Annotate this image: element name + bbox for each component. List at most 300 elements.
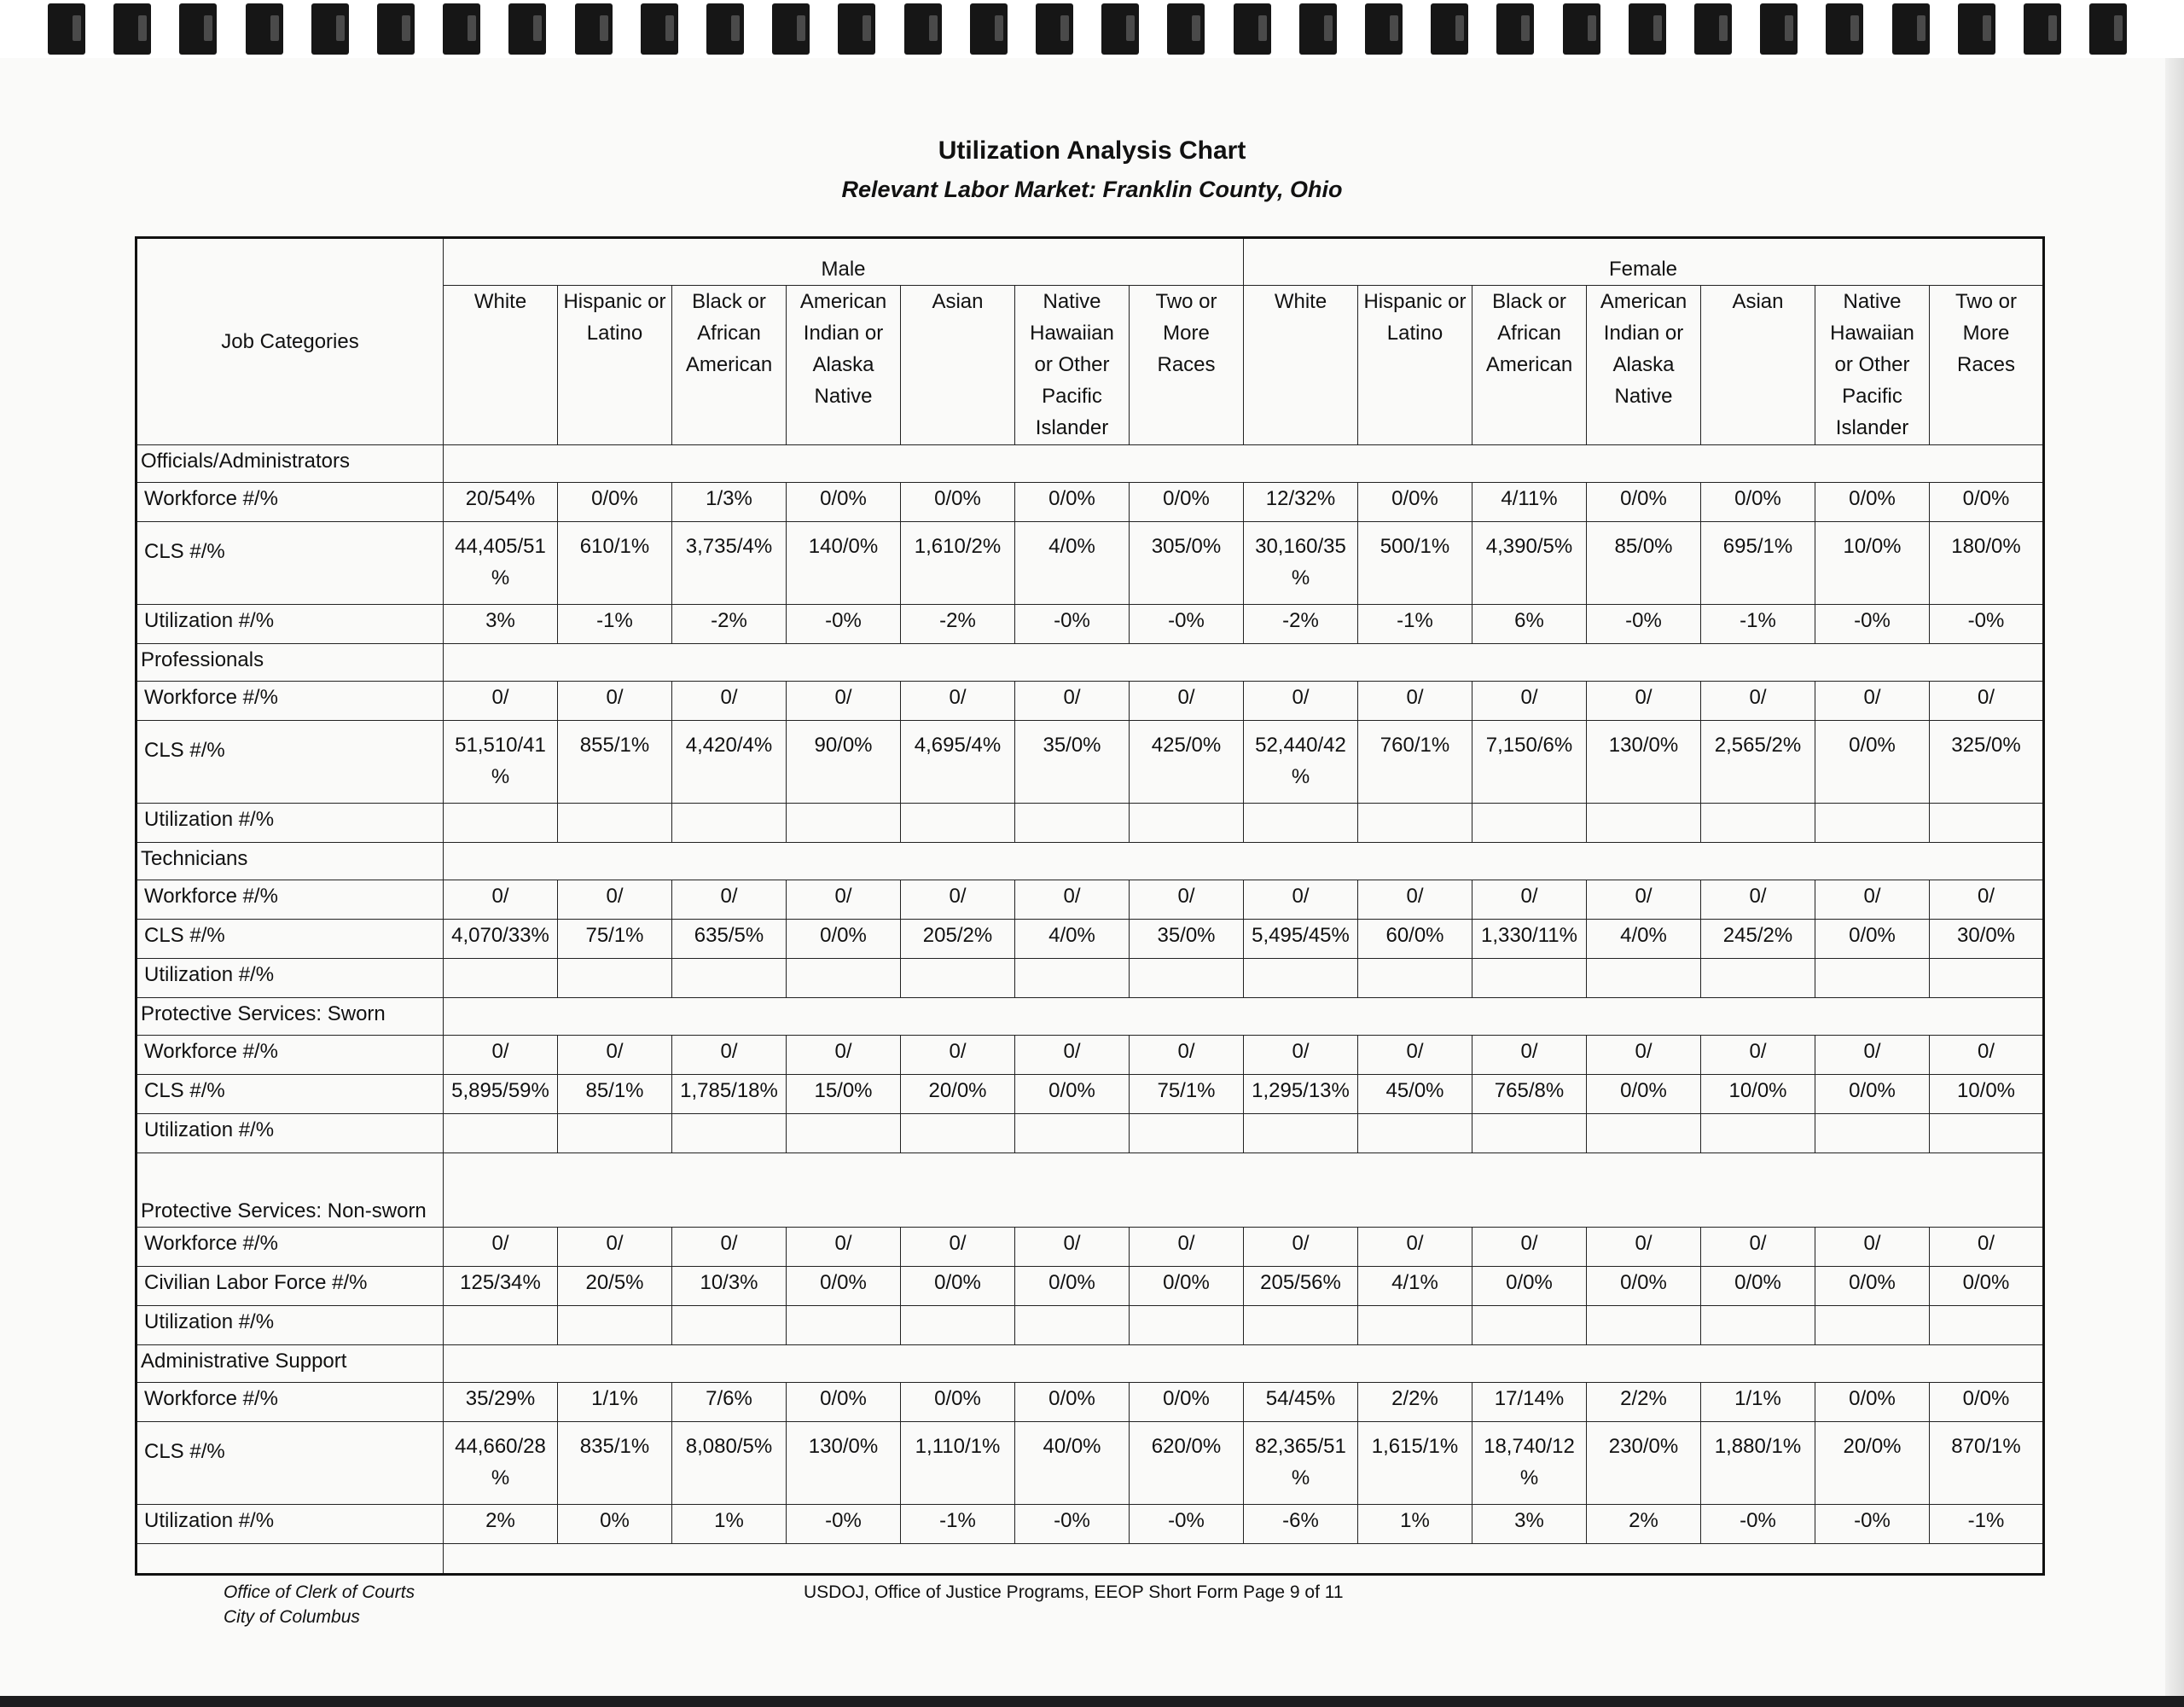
binding-ring xyxy=(443,3,480,55)
binding-ring xyxy=(1629,3,1666,55)
table-cell: 0/ xyxy=(787,1228,901,1267)
table-cell: 0/0% xyxy=(1015,1267,1130,1306)
row-label: CLS #/% xyxy=(136,721,444,804)
table-cell: 0/ xyxy=(1130,682,1244,721)
table-cell xyxy=(1930,959,2044,998)
table-cell: 500/1% xyxy=(1358,522,1472,605)
row-label: CLS #/% xyxy=(136,920,444,959)
table-cell: 2/2% xyxy=(1587,1383,1701,1422)
table-cell: 765/8% xyxy=(1472,1075,1587,1114)
table-cell xyxy=(1815,1306,1930,1345)
table-end-row xyxy=(136,1544,2044,1575)
binding-ring xyxy=(641,3,678,55)
table-cell xyxy=(672,1306,787,1345)
table-row xyxy=(136,959,2044,998)
table-cell xyxy=(672,959,787,998)
table-cell: 4/0% xyxy=(1015,920,1130,959)
table-cell xyxy=(1130,1114,1244,1153)
table-cell: 0/ xyxy=(787,880,901,920)
table-cell: 0/0% xyxy=(901,483,1015,522)
table-cell xyxy=(1701,1114,1815,1153)
male-race-header: Native Hawaiian or Other Pacific Islander xyxy=(1015,286,1130,445)
table-cell: 1/3% xyxy=(672,483,787,522)
table-row xyxy=(136,880,2044,920)
table-cell: 305/0% xyxy=(1130,522,1244,605)
table-cell: 0/ xyxy=(672,880,787,920)
table-cell: 1,295/13% xyxy=(1244,1075,1358,1114)
table-cell: 35/0% xyxy=(1130,920,1244,959)
table-cell: 10/0% xyxy=(1930,1075,2044,1114)
footer-page-info: USDOJ, Office of Justice Programs, EEOP Short Form Page 9 of 11 xyxy=(804,1582,1344,1602)
row-label: Utilization #/% xyxy=(136,1306,444,1345)
binding-ring xyxy=(1036,3,1073,55)
table-cell xyxy=(1815,1114,1930,1153)
table-row xyxy=(136,1036,2044,1075)
category-blank xyxy=(444,1153,2044,1228)
table-cell: 0/ xyxy=(1130,1036,1244,1075)
binding-ring xyxy=(1365,3,1403,55)
table-cell: -6% xyxy=(1244,1505,1358,1544)
binding-ring xyxy=(1299,3,1337,55)
utilization-table xyxy=(135,236,2045,1576)
table-cell: 0/ xyxy=(1244,1228,1358,1267)
table-cell xyxy=(1815,804,1930,843)
table-cell: 0/0% xyxy=(1701,483,1815,522)
table-cell: 4/0% xyxy=(1587,920,1701,959)
table-cell: 2% xyxy=(444,1505,558,1544)
table-cell xyxy=(1930,804,2044,843)
female-race-header: American Indian or Alaska Native xyxy=(1587,286,1701,445)
table-cell: 0/0% xyxy=(1930,483,2044,522)
table-row xyxy=(136,1075,2044,1114)
binding-ring xyxy=(2024,3,2061,55)
binding-ring xyxy=(179,3,217,55)
binding-ring xyxy=(1234,3,1271,55)
table-row xyxy=(136,1228,2044,1267)
table-cell: 0/ xyxy=(1930,880,2044,920)
table-cell: 0/ xyxy=(1815,880,1930,920)
table-cell: 0/ xyxy=(672,682,787,721)
table-cell: 20/0% xyxy=(1815,1422,1930,1505)
footer-office xyxy=(224,1580,415,1629)
table-cell: 18,740/12 % xyxy=(1472,1422,1587,1505)
row-label: CLS #/% xyxy=(136,1422,444,1505)
table-cell: 4/11% xyxy=(1472,483,1587,522)
table-cell: 0/ xyxy=(1815,1036,1930,1075)
table-cell: 0/ xyxy=(1130,1228,1244,1267)
table-cell: 0/ xyxy=(1244,1036,1358,1075)
row-label: Civilian Labor Force #/% xyxy=(136,1267,444,1306)
table-cell: 0/ xyxy=(901,1228,1015,1267)
female-race-header: Asian xyxy=(1701,286,1815,445)
table-cell xyxy=(1472,1114,1587,1153)
table-cell: -1% xyxy=(901,1505,1015,1544)
table-row xyxy=(136,920,2044,959)
table-cell: 245/2% xyxy=(1701,920,1815,959)
table-cell: 8,080/5% xyxy=(672,1422,787,1505)
table-cell: 0/0% xyxy=(1930,1383,2044,1422)
table-cell: 0/ xyxy=(444,682,558,721)
table-cell: 2,565/2% xyxy=(1701,721,1815,804)
table-cell: 0/ xyxy=(444,880,558,920)
table-cell xyxy=(1930,1306,2044,1345)
category-row xyxy=(136,644,2044,682)
table-cell: 0/0% xyxy=(1815,1267,1930,1306)
table-cell: 17/14% xyxy=(1472,1383,1587,1422)
table-cell: 0/ xyxy=(901,1036,1015,1075)
table-cell: 760/1% xyxy=(1358,721,1472,804)
binding-ring xyxy=(1826,3,1863,55)
table-cell: 4,390/5% xyxy=(1472,522,1587,605)
table-cell: -1% xyxy=(558,605,672,644)
binding-ring xyxy=(1431,3,1468,55)
table-cell: -2% xyxy=(672,605,787,644)
category-row xyxy=(136,445,2044,483)
binding-ring xyxy=(311,3,349,55)
binding-ring xyxy=(904,3,942,55)
table-row xyxy=(136,1422,2044,1505)
table-cell: 0/ xyxy=(1701,1228,1815,1267)
category-row xyxy=(136,1345,2044,1383)
table-cell: 40/0% xyxy=(1015,1422,1130,1505)
table-row xyxy=(136,804,2044,843)
table-cell: 1,610/2% xyxy=(901,522,1015,605)
table-cell xyxy=(444,1306,558,1345)
table-cell: -0% xyxy=(1815,1505,1930,1544)
category-blank xyxy=(444,445,2044,483)
table-cell: 35/0% xyxy=(1015,721,1130,804)
page-subtitle: Relevant Labor Market: Franklin County, Ohio xyxy=(841,177,1343,202)
row-label: Workforce #/% xyxy=(136,1383,444,1422)
table-cell: 1,110/1% xyxy=(901,1422,1015,1505)
table-cell xyxy=(1358,804,1472,843)
table-cell: 0/0% xyxy=(1015,1075,1130,1114)
table-cell: 0/ xyxy=(558,880,672,920)
table-cell: 0/ xyxy=(1472,682,1587,721)
table-cell xyxy=(901,1306,1015,1345)
table-row xyxy=(136,682,2044,721)
category-row xyxy=(136,998,2044,1036)
table-cell: 180/0% xyxy=(1930,522,2044,605)
table-cell: 1,880/1% xyxy=(1701,1422,1815,1505)
table-cell: 4,070/33% xyxy=(444,920,558,959)
table-cell: 0/ xyxy=(558,1228,672,1267)
table-cell: 0/0% xyxy=(787,1383,901,1422)
binding-ring xyxy=(1496,3,1534,55)
table-cell: 0/0% xyxy=(1587,1267,1701,1306)
table-cell: 5,895/59% xyxy=(444,1075,558,1114)
table-cell: 0/ xyxy=(1358,1036,1472,1075)
footer-office-line2: City of Columbus xyxy=(224,1607,360,1627)
desk-edge xyxy=(0,1696,2184,1707)
table-cell: 7/6% xyxy=(672,1383,787,1422)
table-cell: 0/ xyxy=(1358,1228,1472,1267)
table-cell: 0/0% xyxy=(1015,483,1130,522)
binding-ring xyxy=(970,3,1008,55)
row-label: Workforce #/% xyxy=(136,1228,444,1267)
table-cell: 0/0% xyxy=(901,1267,1015,1306)
female-race-header: Native Hawaiian or Other Pacific Islander xyxy=(1815,286,1930,445)
table-cell: 90/0% xyxy=(787,721,901,804)
table-cell: -0% xyxy=(1015,605,1130,644)
table-cell: 140/0% xyxy=(787,522,901,605)
table-cell: 0/ xyxy=(1015,1036,1130,1075)
table-cell xyxy=(558,804,672,843)
table-cell: 0/ xyxy=(1472,1036,1587,1075)
table-cell xyxy=(787,959,901,998)
table-cell: 1,785/18% xyxy=(672,1075,787,1114)
table-cell: 0/ xyxy=(1701,880,1815,920)
table-cell: 0/ xyxy=(787,682,901,721)
table-cell: 1/1% xyxy=(558,1383,672,1422)
table-cell: 0/ xyxy=(1015,880,1130,920)
table-cell xyxy=(1701,959,1815,998)
table-row xyxy=(136,1383,2044,1422)
table-cell: 82,365/51 % xyxy=(1244,1422,1358,1505)
table-cell: 0/ xyxy=(1358,880,1472,920)
table-cell: 3% xyxy=(1472,1505,1587,1544)
table-cell xyxy=(901,804,1015,843)
binding-ring xyxy=(246,3,283,55)
table-cell: 0/ xyxy=(1472,1228,1587,1267)
table-cell: 0/ xyxy=(1587,1228,1701,1267)
table-cell: -0% xyxy=(787,605,901,644)
table-cell xyxy=(1587,1306,1701,1345)
row-label: CLS #/% xyxy=(136,1075,444,1114)
table-cell xyxy=(1015,1114,1130,1153)
table-cell: -0% xyxy=(1130,1505,1244,1544)
table-cell: 0/0% xyxy=(1930,1267,2044,1306)
category-label: Protective Services: Sworn xyxy=(136,998,444,1036)
table-cell: 0/ xyxy=(1587,880,1701,920)
table-cell xyxy=(1130,959,1244,998)
table-cell xyxy=(672,804,787,843)
male-race-header: Hispanic or Latino xyxy=(558,286,672,445)
footer-office-line1: Office of Clerk of Courts xyxy=(224,1582,415,1602)
table-row xyxy=(136,1267,2044,1306)
table-cell xyxy=(1587,1114,1701,1153)
table-cell: 130/0% xyxy=(787,1422,901,1505)
table-cell xyxy=(1930,1114,2044,1153)
table-cell: 60/0% xyxy=(1358,920,1472,959)
row-label: Workforce #/% xyxy=(136,880,444,920)
row-label: Utilization #/% xyxy=(136,1114,444,1153)
row-label: Utilization #/% xyxy=(136,605,444,644)
table-cell: 695/1% xyxy=(1701,522,1815,605)
table-cell: -1% xyxy=(1358,605,1472,644)
table-cell: 75/1% xyxy=(1130,1075,1244,1114)
binding-ring xyxy=(1101,3,1139,55)
table-cell xyxy=(1244,1114,1358,1153)
table-cell: 0/ xyxy=(444,1228,558,1267)
table-cell: 325/0% xyxy=(1930,721,2044,804)
row-label: Utilization #/% xyxy=(136,959,444,998)
table-cell: 0/ xyxy=(1358,682,1472,721)
table-end-cell xyxy=(136,1544,444,1575)
table-cell: 0/0% xyxy=(1587,1075,1701,1114)
table-row xyxy=(136,1114,2044,1153)
table-cell: 10/0% xyxy=(1701,1075,1815,1114)
table-cell xyxy=(558,959,672,998)
binding-ring xyxy=(48,3,85,55)
table-cell: 0/ xyxy=(1130,880,1244,920)
table-cell xyxy=(1358,1306,1472,1345)
table-cell xyxy=(1358,1114,1472,1153)
table-cell xyxy=(1472,804,1587,843)
table-cell: 2/2% xyxy=(1358,1383,1472,1422)
table-cell xyxy=(1472,959,1587,998)
table-cell: 0/0% xyxy=(787,920,901,959)
table-cell: 125/34% xyxy=(444,1267,558,1306)
table-cell: 0/0% xyxy=(1815,483,1930,522)
table-cell: 54/45% xyxy=(1244,1383,1358,1422)
table-cell: 4/1% xyxy=(1358,1267,1472,1306)
binding-ring xyxy=(575,3,613,55)
table-cell: 1,615/1% xyxy=(1358,1422,1472,1505)
table-row xyxy=(136,1505,2044,1544)
table-cell: 0/ xyxy=(1587,1036,1701,1075)
table-cell: 44,405/51 % xyxy=(444,522,558,605)
female-race-header: Black or African American xyxy=(1472,286,1587,445)
binding-ring xyxy=(706,3,744,55)
table-cell: 0/ xyxy=(787,1036,901,1075)
binding-ring xyxy=(1892,3,1930,55)
table-cell: 0/ xyxy=(1587,682,1701,721)
category-blank xyxy=(444,843,2044,880)
table-cell: 0/0% xyxy=(1815,1383,1930,1422)
table-cell: 0% xyxy=(558,1505,672,1544)
table-cell: 0/ xyxy=(558,682,672,721)
table-cell: -0% xyxy=(1130,605,1244,644)
table-cell: 2% xyxy=(1587,1505,1701,1544)
table-cell xyxy=(1015,804,1130,843)
female-race-header: Two or More Races xyxy=(1930,286,2044,445)
table-cell: 15/0% xyxy=(787,1075,901,1114)
table-cell xyxy=(901,1114,1015,1153)
category-label: Technicians xyxy=(136,843,444,880)
table-cell xyxy=(1244,1306,1358,1345)
table-cell: 7,150/6% xyxy=(1472,721,1587,804)
table-cell xyxy=(901,959,1015,998)
table-cell: 0/0% xyxy=(1130,483,1244,522)
table-cell: 855/1% xyxy=(558,721,672,804)
table-cell: 4,420/4% xyxy=(672,721,787,804)
table-cell: 0/ xyxy=(1701,1036,1815,1075)
table-cell: 0/ xyxy=(1472,880,1587,920)
female-race-header: White xyxy=(1244,286,1358,445)
table-cell: 0/ xyxy=(901,880,1015,920)
table-cell: 610/1% xyxy=(558,522,672,605)
table-cell xyxy=(1130,1306,1244,1345)
table-cell: 0/ xyxy=(1701,682,1815,721)
binding-ring xyxy=(1167,3,1205,55)
table-cell: 0/ xyxy=(1930,1228,2044,1267)
table-cell xyxy=(1587,804,1701,843)
table-cell: 0/ xyxy=(672,1228,787,1267)
table-cell: 0/0% xyxy=(901,1383,1015,1422)
female-header: Female xyxy=(1244,238,2044,286)
table-cell: 0/ xyxy=(1930,682,2044,721)
table-row xyxy=(136,522,2044,605)
page-edge xyxy=(2165,58,2184,1696)
category-row xyxy=(136,843,2044,880)
table-cell: 620/0% xyxy=(1130,1422,1244,1505)
binding-ring xyxy=(838,3,875,55)
table-cell xyxy=(1701,804,1815,843)
male-race-header: Asian xyxy=(901,286,1015,445)
table-cell: 0/0% xyxy=(1815,920,1930,959)
category-label: Officials/Administrators xyxy=(136,445,444,483)
table-cell: 3,735/4% xyxy=(672,522,787,605)
row-label: CLS #/% xyxy=(136,522,444,605)
table-cell xyxy=(787,1306,901,1345)
binding-ring xyxy=(1958,3,1995,55)
table-cell: -2% xyxy=(901,605,1015,644)
row-label: Utilization #/% xyxy=(136,804,444,843)
table-cell: 130/0% xyxy=(1587,721,1701,804)
table-cell xyxy=(1815,959,1930,998)
table-cell: 0/0% xyxy=(1815,721,1930,804)
table-cell: 0/ xyxy=(558,1036,672,1075)
table-cell: -0% xyxy=(1701,1505,1815,1544)
table-row xyxy=(136,721,2044,804)
table-cell: 85/0% xyxy=(1587,522,1701,605)
table-cell xyxy=(444,1114,558,1153)
table-cell: 0/0% xyxy=(787,483,901,522)
table-cell: 35/29% xyxy=(444,1383,558,1422)
table-cell xyxy=(444,959,558,998)
table-cell: 51,510/41 % xyxy=(444,721,558,804)
table-cell: 205/56% xyxy=(1244,1267,1358,1306)
table-cell: 75/1% xyxy=(558,920,672,959)
binding-ring xyxy=(772,3,810,55)
table-row xyxy=(136,605,2044,644)
table-cell: 0/ xyxy=(1015,682,1130,721)
table-cell: 20/0% xyxy=(901,1075,1015,1114)
table-cell: 0/0% xyxy=(787,1267,901,1306)
table-cell: 10/3% xyxy=(672,1267,787,1306)
table-cell: 0/ xyxy=(901,682,1015,721)
table-cell xyxy=(787,804,901,843)
table-cell: 0/0% xyxy=(1587,483,1701,522)
table-cell: 0/ xyxy=(1815,1228,1930,1267)
table-cell: 425/0% xyxy=(1130,721,1244,804)
category-blank xyxy=(444,644,2044,682)
table-cell: 205/2% xyxy=(901,920,1015,959)
male-race-header: White xyxy=(444,286,558,445)
row-label: Utilization #/% xyxy=(136,1505,444,1544)
table-cell: 0/ xyxy=(1244,880,1358,920)
table-cell: 0/ xyxy=(1815,682,1930,721)
table-cell xyxy=(1015,1306,1130,1345)
table-row xyxy=(136,1306,2044,1345)
table-cell: 0/ xyxy=(1244,682,1358,721)
female-race-header: Hispanic or Latino xyxy=(1358,286,1472,445)
category-blank xyxy=(444,998,2044,1036)
table-cell: 20/54% xyxy=(444,483,558,522)
table-cell: 0/ xyxy=(1015,1228,1130,1267)
table-cell xyxy=(444,804,558,843)
table-cell: 0/0% xyxy=(1015,1383,1130,1422)
table-cell: 44,660/28 % xyxy=(444,1422,558,1505)
category-blank xyxy=(444,1345,2044,1383)
table-cell: 0/0% xyxy=(558,483,672,522)
table-cell: -1% xyxy=(1701,605,1815,644)
table-cell: 0/0% xyxy=(1701,1267,1815,1306)
table-cell: 30,160/35 % xyxy=(1244,522,1358,605)
table-cell xyxy=(1701,1306,1815,1345)
binding-ring xyxy=(1694,3,1732,55)
